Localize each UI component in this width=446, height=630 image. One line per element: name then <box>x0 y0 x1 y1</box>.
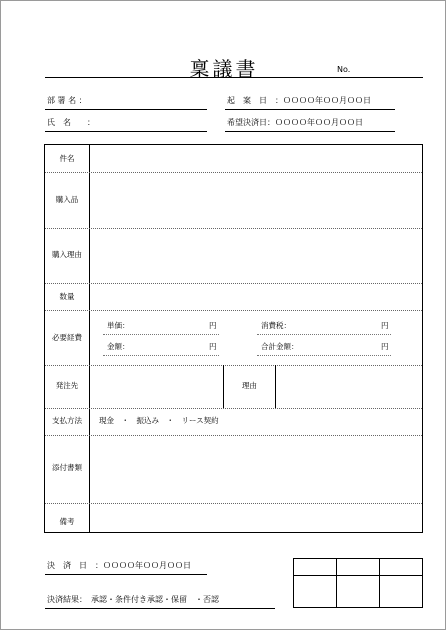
form-table <box>44 144 423 533</box>
settlement-date-field: 決 済 日 ：ＯＯＯＯ年ＯＯ月ＯＯ日 <box>47 561 191 570</box>
stamp-cell-3[interactable] <box>380 576 422 607</box>
stamp-cell-2[interactable] <box>337 576 379 607</box>
remarks-input[interactable] <box>90 504 421 532</box>
settlement-date-underline[interactable] <box>45 574 207 575</box>
total-yen: 円 <box>381 342 389 351</box>
desired-date-underline[interactable] <box>225 131 395 132</box>
unit-price-yen: 円 <box>209 321 217 330</box>
payment-options[interactable]: 現金 ・ 振込み ・ リース契約 <box>99 416 219 425</box>
tax-yen: 円 <box>381 321 389 330</box>
reason-input[interactable] <box>90 229 421 282</box>
page-title: 稟議書 <box>189 57 259 81</box>
payment-label: 支払方法 <box>52 416 82 425</box>
amount-field[interactable] <box>103 355 219 356</box>
desired-date-field: 希望決済日：ＯＯＯＯ年ＯＯ月ＯＯ日 <box>227 118 363 127</box>
draft-date-field: 起 案 日 ：ＯＯＯＯ年ＯＯ月ＯＯ日 <box>227 96 371 105</box>
supplier-reason-input[interactable] <box>276 366 421 407</box>
unit-price-field[interactable] <box>103 334 219 335</box>
settlement-result-underline[interactable] <box>45 608 275 609</box>
unit-price-label: 単価： <box>107 321 130 330</box>
attachments-input[interactable] <box>90 436 421 502</box>
supplier-reason-label: 理由 <box>242 381 257 390</box>
row-divider <box>45 310 422 311</box>
amount-label: 金額： <box>107 342 130 351</box>
tax-label: 消費税： <box>261 321 291 330</box>
item-label: 購入品 <box>55 195 79 204</box>
name-field[interactable] <box>45 131 207 132</box>
name-label: 氏 名 ： <box>47 118 95 127</box>
remarks-label: 備考 <box>59 517 75 526</box>
quantity-label: 数量 <box>59 292 75 301</box>
settlement-result-field: 決済結果： 承認・条件付き承認・保留 ・否認 <box>47 595 219 604</box>
tax-field[interactable] <box>257 334 391 335</box>
total-label: 合計金額： <box>261 342 299 351</box>
department-label: 部 署 名 ： <box>47 96 87 105</box>
number-label: No. <box>337 65 351 74</box>
row-divider <box>45 408 422 409</box>
supplier-input[interactable] <box>90 366 222 407</box>
quantity-input[interactable] <box>90 284 421 309</box>
expenses-label: 必要経費 <box>52 333 82 342</box>
total-field[interactable] <box>257 355 391 356</box>
item-input[interactable] <box>90 173 421 227</box>
stamp-cell-1[interactable] <box>294 576 336 607</box>
department-field[interactable] <box>45 109 207 110</box>
approval-stamp-grid <box>293 558 423 608</box>
supplier-label: 発注先 <box>55 381 79 390</box>
attachments-label: 添付書類 <box>52 463 82 472</box>
draft-date-underline[interactable] <box>225 109 395 110</box>
subject-input[interactable] <box>90 146 421 171</box>
reason-label: 購入理由 <box>52 250 82 259</box>
amount-yen: 円 <box>209 342 217 351</box>
title-underline <box>45 77 423 78</box>
subject-label: 件名 <box>59 154 75 163</box>
